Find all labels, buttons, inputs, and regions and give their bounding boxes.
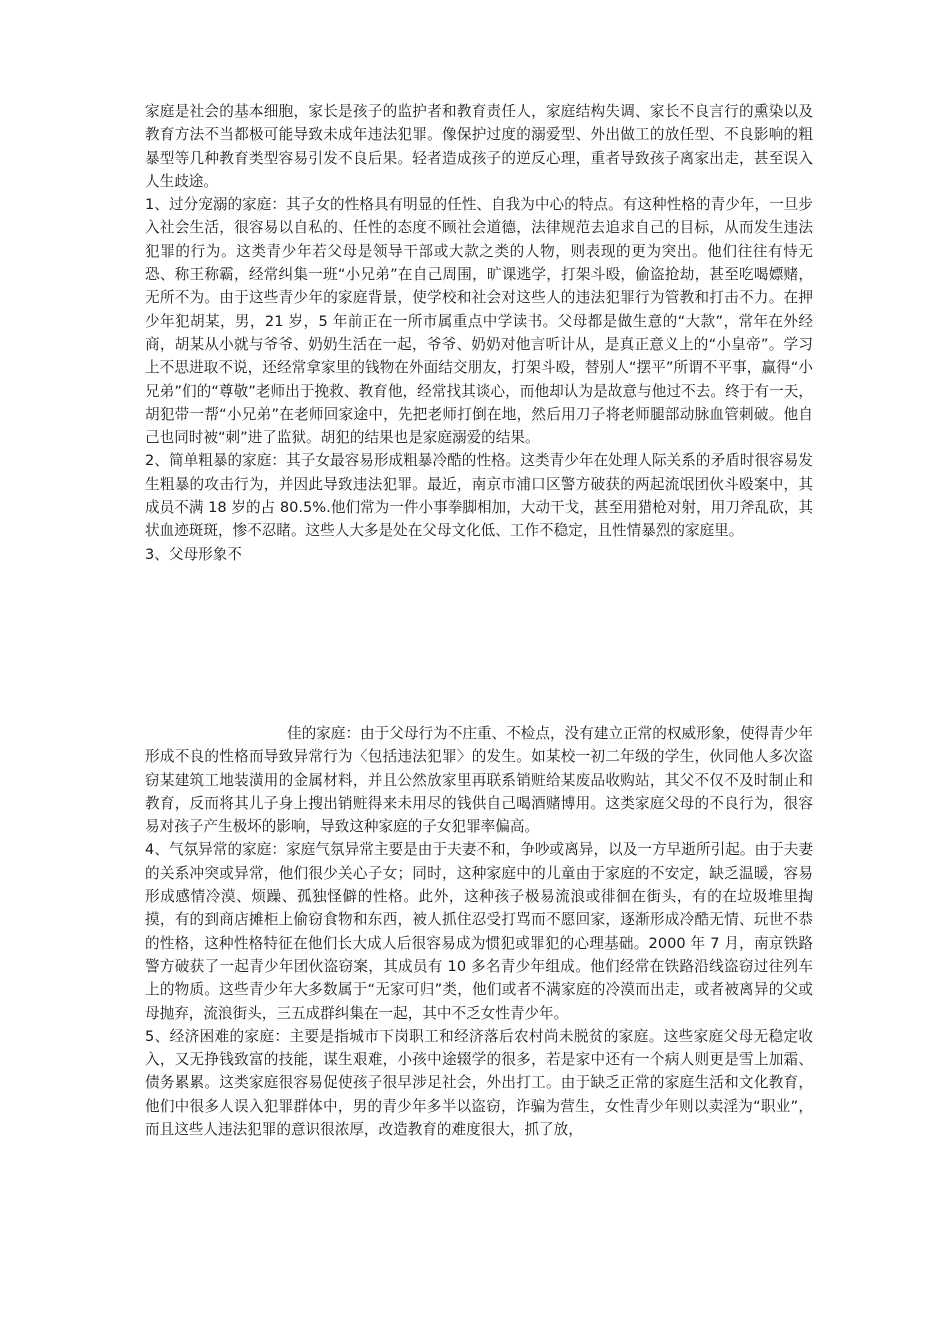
- paragraph-item-2: 2、简单粗暴的家庭：其子女最容易形成粗暴冷酷的性格。这类青少年在处理人际关系的矛盾时很容易发生粗暴的攻击行为，并因此导致违法犯罪。最近，南京市浦口区警方破获的两起流氓团伙斗殴案中，其成员不满 18 岁的占 80.5%.他们常为一件小事拳脚相加，大动干戈，甚至用猎枪对射，用刀斧乱砍，其状血迹斑斑，惨不忍睹。这些人大多是处在父母文化低、工作不稳定，且性情暴烈的家庭里。: [145, 452, 813, 540]
- paragraph-item-5: 5、经济困难的家庭：主要是指城市下岗职工和经济落后农村尚未脱贫的家庭。这些家庭父母无稳定收入，又无挣钱致富的技能，谋生艰难，小孩中途辍学的很多，若是家中还有一个病人则更是雪上加霜、债务累累。这类家庭很容易促使孩子很早涉足社会，外出打工。由于缺乏正常的家庭生活和文化教育，他们中很多人误入犯罪群体中，男的青少年多半以盗窃，诈骗为营生，女性青少年则以卖淫为“职业”，而且这些人违法犯罪的意识很浓厚，改造教育的难度很大，抓了放，: [145, 1027, 813, 1139]
- paragraph-item-3-continued: 佳的家庭：由于父母行为不庄重、不检点，没有建立正常的权威形象，使得青少年形成不良的性格而导致异常行为〈包括违法犯罪〉的发生。如某校一初二年级的学生，伙同他人多次盗窃某建筑工地装潢用的金属材料，并且公然放家里再联系销赃给某废品收购站，其父不仅不及时制止和教育，反而将其儿子身上搜出销赃得来未用尽的钱供自己喝酒赌博用。这类家庭父母的不良行为，很容易对孩子产生极坏的影响，导致这种家庭的子女犯罪率偏高。: [145, 725, 813, 836]
- paragraph-intro: 家庭是社会的基本细胞，家长是孩子的监护者和教育责任人，家庭结构失调、家长不良言行的熏染以及教育方法不当都极可能导致未成年违法犯罪。像保护过度的溺爱型、外出做工的放任型、不良影响的粗暴型等几种教育类型容易引发不良后果。轻者造成孩子的逆反心理，重者导致孩子离家出走，甚至误入人生歧途。: [145, 103, 813, 190]
- paragraph-item-3-start: 3、父母形象不: [145, 545, 242, 563]
- text-block-bottom: [145, 722, 813, 1141]
- paragraph-item-1: 1、过分宠溺的家庭：其子女的性格具有明显的任性、自我为中心的特点。有这种性格的青少年，一旦步入社会生活，很容易以自私的、任性的态度不顾社会道德，法律规范去追求自己的目标，从而发生违法犯罪的行为。这类青少年若父母是领导干部或大款之类的人物，则表现的更为突出。他们往往有恃无恐、称王称霸，经常纠集一班“小兄弟”在自己周围，旷课逃学，打架斗殴，偷盗抢劫，甚至吃喝嫖赌，无所不为。由于这些青少年的家庭背景，使学校和社会对这些人的违法犯罪行为管教和打击不力。在押少年犯胡某，男，21 岁，5 年前正在一所市属重点中学读书。父母都是做生意的“大款”，常年在外经商，胡某从小就与爷爷、奶奶生活在一起，爷爷、奶奶对他言听计从，是真正意义上的“小皇帝”。学习上不思进取不说，还经常拿家里的钱物在外面结交朋友，打架斗殴，替别人“摆平”所谓不平事，赢得“小兄弟”们的“尊敬”老师出于挽救、教育他，经常找其谈心，而他却认为是故意与他过不去。终于有一天，胡犯带一帮“小兄弟”在老师回家途中，先把老师打倒在地，然后用刀子将老师腿部动脉血管刺破。他自己也同时被“刺”进了监狱。胡犯的结果也是家庭溺爱的结果。: [145, 196, 813, 447]
- text-block-top: [145, 100, 813, 566]
- paragraph-item-4: 4、气氛异常的家庭：家庭气氛异常主要是由于夫妻不和，争吵或离异，以及一方早逝所引起。由于夫妻的关系冲突或异常，他们很少关心子女；同时，这种家庭中的儿童由于家庭的不安定，缺乏温暖，容易形成感情冷漠、烦躁、孤独怪僻的性格。此外，这种孩子极易流浪或徘徊在街头，有的在垃圾堆里掏摸，有的到商店摊柜上偷窃食物和东西，被人抓住忍受打骂而不愿回家，逐渐形成冷酷无情、玩世不恭的性格，这种性格特征在他们长大成人后很容易成为惯犯或罪犯的心理基础。2000 年 7 月，南京铁路警方破获了一起青少年团伙盗窃案，其成员有 10 多名青少年组成。他们经常在铁路沿线盗窃过往列车上的物质。这些青少年大多数属于“无家可归”类，他们或者不满家庭的冷漠而出走，或者被离异的父或母抛弃，流浪街头，三五成群纠集在一起，其中不乏女性青少年。: [145, 841, 813, 1022]
